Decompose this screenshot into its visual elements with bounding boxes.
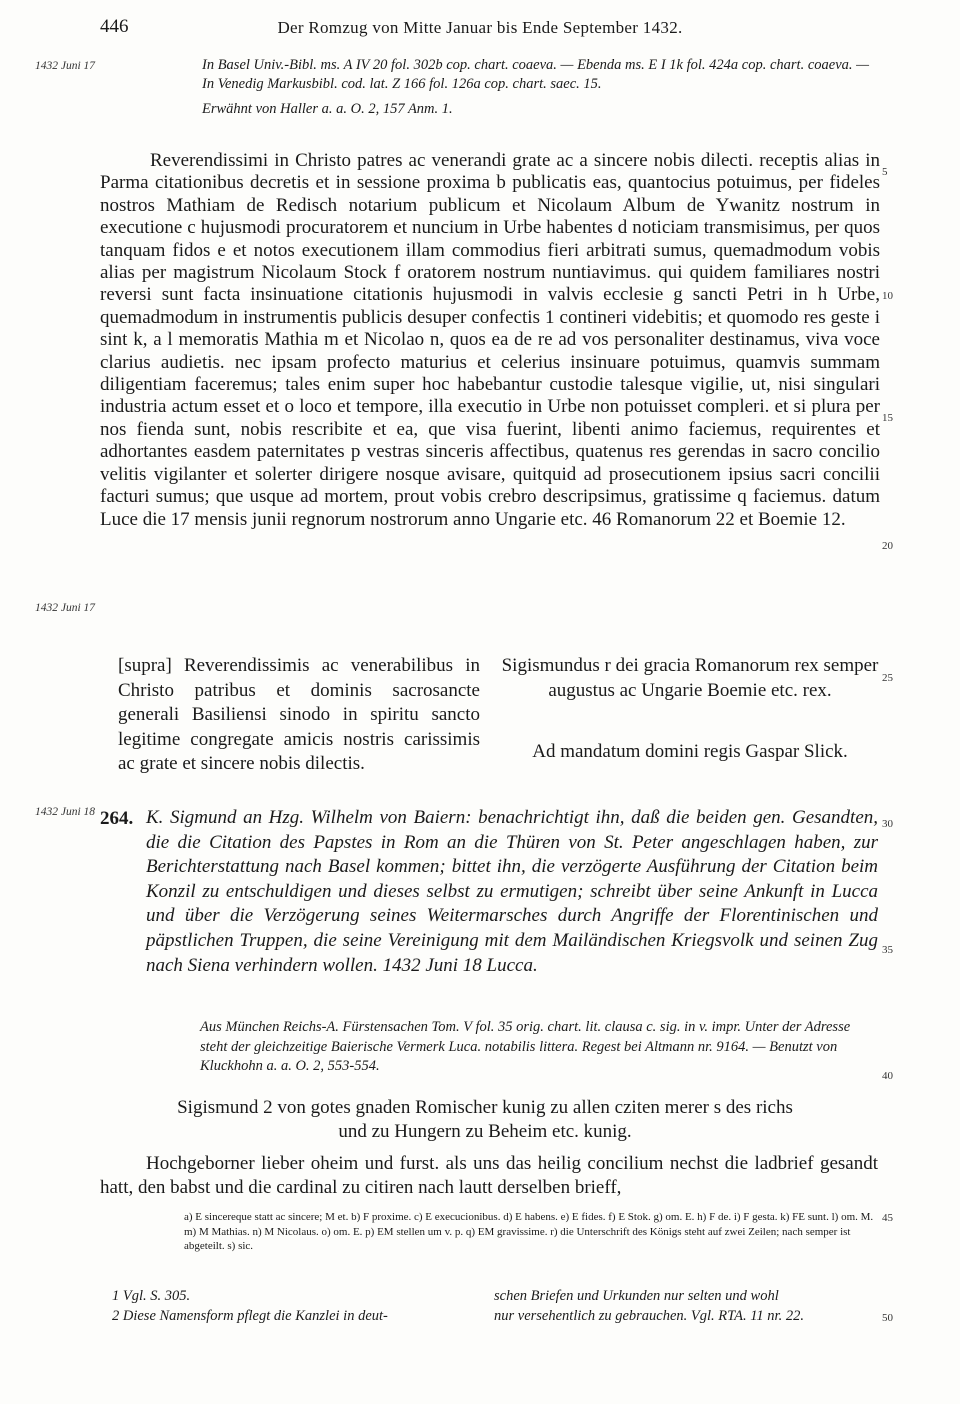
address-recipients: [supra] Reverendissimis ac venerabilibus in Christo patribus et dominis sacrosancte generali Basiliensi sinodo in spiritu sancto legitime congregate amicis nostris carissimis ac grate et sincere nobis dilectis.: [118, 655, 480, 775]
footnote: schen Briefen und Urkunden nur selten und wohl: [494, 1288, 779, 1304]
source-note: Aus München Reichs-A. Fürstensachen Tom. V fol. 35 orig. chart. lit. clausa c. sig. in v. impr. Unter der Adresse steht der gleichzeitige Baierische Vermerk Luca. notabilis littera. Regest bei Altmann nr. 9164. — Benutzt von Kluckhohn a. a. O. 2, 553-554.: [200, 1019, 851, 1074]
margin-date: 1432 Juni 17: [34, 602, 96, 614]
footnote: 1 Vgl. S. 305.: [112, 1288, 191, 1304]
footnotes: [112, 1286, 482, 1326]
page-header: [0, 14, 960, 44]
document-number: 264.: [100, 808, 134, 829]
critical-apparatus: a) E sincereque statt ac sincere; M et. b) F proxime. c) E execucionibus. d) E habens. e) E fides. f) E Stok. g) om. E. h) F de. i) F gesta. k) FE sunt. l) om. M. m) M Mathias. n) M Nicolaus. o) om. E. p) EM stellen um v. p. q) EM gravissime. r) die Unterschrift des Königs steht auf zwei Zeilen; nach semper ist abgeteilt. s) sic.: [184, 1211, 874, 1253]
chancery-note: Ad mandatum domini regis Gaspar Slick.: [532, 741, 848, 762]
regest-summary: K. Sigmund an Hzg. Wilhelm von Baiern: benachrichtigt ihn, daß die beiden gen. Gesandten, die die Citation des Papstes in Rom an die Thüren von St. Peter angeschlagen haben, zur Berichterstattung nach Basel kommen; bittet ihn, die verzögerte Ausführung der Citation beim Konzil zu entschuldigen und dieses selbst zu ermutigen; schreibt über seine Ankunft in Lucca und über die Verzögerung seines Weitermarsches durch Angriffe der Florentinischen und päpstlichen Truppen, die seine Vereinigung mit dem Mailändischen Kriegsvolk und seinen Zug nach Siena verhindern wollen. 1432 Juni 18 Lucca.: [146, 807, 878, 976]
line-number: 15: [882, 412, 893, 424]
line-number: 10: [882, 290, 893, 302]
line-number: 50: [882, 1312, 893, 1324]
letter-body: Reverendissimi in Christo patres ac venerandi grate ac a sincere nobis dilecti. receptis alias in Parma citationibus decretis et in sessione proxima b publicatis eas, quantocius potuimus, per fideles nostros Mathiam de Redisch notarium publicum et Nicolaum Album de Ywanitz nostrum in executione c hujusmodi procuratorem et nuncium in Urbe habentes d noticiam transmisimus, per quos tanquam fidos e et notos executionem illam commodius fieri arbitrati sumus, quemadmodum vobis alias per magistrum Nicolaum Stock f oratorem nostrum nuntiavimus. qui quidem familiares nostri reversi sunt facta insinuatione citationis hujusmodi in valvis ecclesie g sancti Petri in h Urbe, quemadmodum in instrumentis publicis desuper confectis 1 contineri videbitis; et quomodo res geste i sint k, a l memoratis Mathia m et Nicolao n, quos ea de re ad vos personaliter destinamus, viva voce clarius audietis. nec ipsam profecto maturius et celerius insinuare potuimus, quamvis summam diligentiam faceremus; tales enim super hoc habebantur custodie talesque vigilie, ut, nisi singulari industria actum esset et o loco et tempore, illa executio in Urbe non potuisset compleri. et si plura per nos fienda sunt, nobis rescribite et ea, que visa fuerint, libenti animo faciemus, requirentes et adhortantes easdem paternitates p vestras sinceris affectibus, quatenus res gerendas in sacro concilio velitis vigilanter et solerter dirigere nosque avisare, quitquid ad prosecutionem ipsius sacri concilii facturi sumus; que usque ad mortem, prout vobis crebro descripsimus, gratissime q faciemus. datum Luce die 17 mensis junii regnorum nostrorum anno Ungarie etc. 46 Romanorum 22 et Boemie 12.: [100, 150, 880, 530]
source-line: In Basel Univ.-Bibl. ms. A IV 20 fol. 302b cop. chart. coaeva. — Ebenda ms. E I 1k fol. 424a cop. chart. coaeva. — In Venedig Markusbibl. cod. lat. Z 166 fol. 126a cop. chart. saec. 15.: [202, 57, 870, 92]
address-sender: Sigismundus r dei gracia Romanorum rex semper augustus ac Ungarie Boemie etc. rex.: [501, 655, 879, 701]
margin-date: 1432 Juni 18: [34, 806, 96, 818]
footnotes: [494, 1286, 878, 1326]
line-number: 40: [882, 1070, 893, 1082]
line-number: 20: [882, 540, 893, 552]
margin-date: 1432 Juni 17: [34, 60, 96, 72]
source-line: Erwähnt von Haller a. a. O. 2, 157 Anm. 1.: [202, 101, 453, 117]
footnote: nur versehentlich zu gebrauchen. Vgl. RTA. 11 nr. 22.: [494, 1308, 804, 1324]
line-number: 30: [882, 818, 893, 830]
line-number: 25: [882, 672, 893, 684]
salutation: Sigismund 2 von gotes gnaden Romischer kunig zu allen cziten merer s des richs und zu Hungern zu Beheim etc. kunig.: [177, 1097, 793, 1142]
letter-body: Hochgeborner lieber oheim und furst. als uns das heilig concilium nechst die ladbrief gesandt hatt, den babst und die cardinal zu citiren nach lautt derselben brieff,: [100, 1153, 878, 1198]
running-head: Der Romzug von Mitte Januar bis Ende September 1432.: [277, 18, 683, 37]
line-number: 35: [882, 944, 893, 956]
line-number: 45: [882, 1212, 893, 1224]
source-note: [202, 56, 878, 119]
page-number: 446: [100, 16, 129, 37]
footnote: 2 Diese Namensform pflegt die Kanzlei in deut-: [112, 1308, 388, 1324]
line-number: 5: [882, 166, 888, 178]
